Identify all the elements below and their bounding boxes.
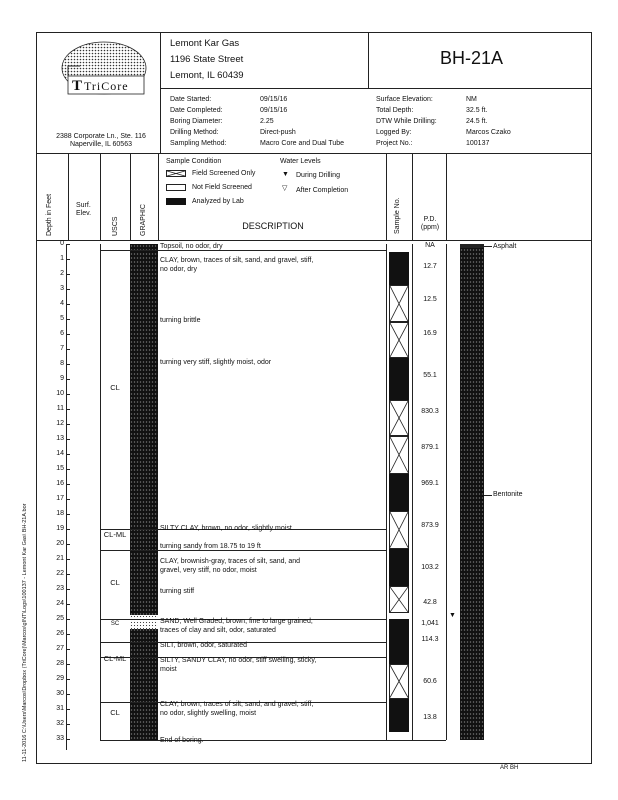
column-description: DESCRIPTION bbox=[242, 221, 304, 231]
depth-label: 21 bbox=[56, 555, 64, 562]
depth-label: 31 bbox=[56, 705, 64, 712]
depth-label: 29 bbox=[56, 675, 64, 682]
svg-text:T: T bbox=[72, 78, 83, 94]
header-bottom-line bbox=[36, 153, 592, 154]
sample-lab bbox=[389, 252, 409, 285]
column-surf-elev: Surf. Elev. bbox=[76, 202, 92, 217]
depth-tick bbox=[66, 319, 70, 320]
detail-label: Boring Diameter: bbox=[170, 118, 223, 125]
depth-label: 25 bbox=[56, 615, 64, 622]
legend-lab-symbol bbox=[166, 198, 186, 205]
depth-tick bbox=[66, 514, 70, 515]
description-line: turning sandy from 18.75 to 19 ft bbox=[160, 543, 261, 550]
company-logo bbox=[58, 40, 150, 102]
col-vline bbox=[446, 153, 447, 240]
detail-value: 100137 bbox=[466, 140, 490, 147]
depth-tick bbox=[66, 589, 70, 590]
depth-label: 10 bbox=[56, 390, 64, 397]
detail-value: 24.5 ft. bbox=[466, 118, 488, 125]
legend-water-title: Water Levels bbox=[280, 158, 321, 165]
detail-label: DTW While Drilling: bbox=[376, 118, 437, 125]
sample-lab bbox=[389, 358, 409, 400]
depth-label: 32 bbox=[56, 720, 64, 727]
col-vline bbox=[130, 153, 131, 240]
uscs-label: CL bbox=[110, 382, 120, 392]
boring-id: BH-21A bbox=[440, 48, 504, 68]
depth-tick bbox=[66, 454, 70, 455]
file-path-note: 11-11-2016 C:\Users\Marcos\Dropbox (TriCore)\Marcos\gINT\Logs\100137 - Lemont Kar Gas\ BH-21A.bor bbox=[22, 503, 28, 762]
strata-boundary bbox=[100, 250, 386, 251]
description-line: CLAY, brown, traces of silt, sand, and gravel, stiff, bbox=[160, 700, 314, 708]
body-bottom-line bbox=[100, 740, 446, 741]
col-vline bbox=[386, 153, 387, 240]
sample-lab bbox=[389, 619, 409, 631]
depth-label: 9 bbox=[60, 375, 64, 382]
column-graphic: GRAPHIC bbox=[140, 204, 147, 236]
sample-field-screened bbox=[389, 511, 409, 549]
column-sample-no: Sample No. bbox=[394, 197, 401, 234]
depth-label: 30 bbox=[56, 690, 64, 697]
company-logo-text: TriCore bbox=[84, 79, 129, 93]
description-line: traces of clay and silt, odor, saturated bbox=[160, 627, 276, 634]
depth-label: 5 bbox=[60, 315, 64, 322]
depth-tick bbox=[66, 574, 70, 575]
depth-label: 12 bbox=[56, 420, 64, 427]
water-level-icon: ▼ bbox=[449, 612, 456, 619]
depth-label: 26 bbox=[56, 630, 64, 637]
description-line: SILTY CLAY, brown, no odor, slightly moist bbox=[160, 525, 292, 532]
pid-value: 16.9 bbox=[423, 330, 437, 337]
legend-sample-item-2: Not Field Screened bbox=[192, 184, 252, 191]
sample-x-mark bbox=[390, 665, 408, 698]
legend-sample-item-1: Field Screened Only bbox=[192, 170, 256, 177]
sample-lab bbox=[389, 631, 409, 664]
sample-x-mark bbox=[390, 437, 408, 473]
pid-value: 879.1 bbox=[421, 444, 439, 451]
depth-tick bbox=[66, 409, 70, 410]
body-vline bbox=[446, 244, 447, 740]
uscs-label: SC bbox=[110, 620, 120, 627]
depth-tick bbox=[66, 469, 70, 470]
legend-sample-item-3: Analyzed by Lab bbox=[192, 198, 244, 205]
detail-label: Project No.: bbox=[376, 140, 413, 147]
body-vline bbox=[412, 244, 413, 740]
depth-tick bbox=[66, 694, 70, 695]
description-line: SILT, brown, odor, saturated bbox=[160, 642, 248, 649]
sample-x-mark bbox=[390, 401, 408, 435]
uscs-label: CL bbox=[110, 577, 120, 587]
sample-field-screened bbox=[389, 586, 409, 613]
depth-tick bbox=[66, 649, 70, 650]
graphic-column bbox=[130, 244, 158, 740]
sample-field-screened bbox=[389, 400, 409, 436]
depth-tick bbox=[66, 424, 70, 425]
pid-value: 55.1 bbox=[423, 372, 437, 379]
depth-tick bbox=[66, 349, 70, 350]
well-leader-asphalt bbox=[484, 246, 492, 247]
legend-field-screened-symbol bbox=[166, 170, 186, 177]
depth-label: 4 bbox=[60, 300, 64, 307]
depth-label: 6 bbox=[60, 330, 64, 337]
pid-value: 12.7 bbox=[423, 262, 437, 270]
description-line: no odor, dry bbox=[160, 265, 197, 273]
detail-label: Date Started: bbox=[170, 96, 212, 103]
depth-label: 1 bbox=[60, 255, 64, 262]
sample-x-mark bbox=[390, 323, 408, 357]
project-city: Lemont, IL 60439 bbox=[170, 70, 244, 81]
pid-value: 114.3 bbox=[421, 636, 439, 643]
depth-tick bbox=[66, 499, 70, 500]
depth-label: 2 bbox=[60, 270, 64, 277]
pid-value: 873.9 bbox=[421, 522, 439, 529]
detail-value: Direct-push bbox=[260, 129, 296, 136]
detail-label: Date Completed: bbox=[170, 107, 223, 114]
detail-label: Drilling Method: bbox=[170, 129, 219, 136]
description-line: SILTY, SANDY CLAY, no odor, stiff swelling, sticky, bbox=[160, 657, 317, 664]
well-leader-bentonite bbox=[484, 495, 492, 496]
depth-label: 7 bbox=[60, 345, 64, 352]
description-line: End of boring. bbox=[160, 736, 204, 744]
depth-label: 16 bbox=[56, 480, 64, 487]
depth-label: 33 bbox=[56, 735, 64, 742]
project-street: 1196 State Street bbox=[170, 54, 244, 65]
detail-value: 32.5 ft. bbox=[466, 107, 488, 114]
depth-label: 13 bbox=[56, 435, 64, 442]
description-line: CLAY, brown, traces of silt, sand, and gravel, stiff, bbox=[160, 256, 314, 264]
depth-tick bbox=[66, 634, 70, 635]
description-line: turning brittle bbox=[160, 316, 201, 324]
pid-value: NA bbox=[425, 241, 435, 249]
depth-label: 3 bbox=[60, 285, 64, 292]
depth-tick bbox=[66, 664, 70, 665]
detail-label: Sampling Method: bbox=[170, 140, 227, 147]
depth-tick bbox=[66, 439, 70, 440]
company-address-1: 2388 Corporate Ln., Ste. 116 bbox=[56, 133, 146, 140]
depth-label: 28 bbox=[56, 660, 64, 667]
pid-value: 12.5 bbox=[423, 295, 437, 303]
uscs-label: CL-ML bbox=[103, 529, 127, 539]
header-divider bbox=[160, 88, 592, 89]
pid-value: 969.1 bbox=[421, 480, 439, 487]
depth-tick bbox=[66, 679, 70, 680]
sample-field-screened bbox=[389, 285, 409, 323]
legend-sample-title: Sample Condition bbox=[166, 158, 222, 165]
depth-tick bbox=[66, 544, 70, 545]
column-header-line bbox=[36, 240, 592, 241]
depth-label: 18 bbox=[56, 510, 64, 517]
description-line: SAND, Well Graded, brown, fine to large grained, bbox=[160, 618, 313, 625]
sample-x-mark bbox=[390, 512, 408, 548]
depth-tick bbox=[66, 364, 70, 365]
sample-x-mark bbox=[390, 587, 408, 612]
depth-tick bbox=[66, 244, 70, 245]
header-vline bbox=[160, 32, 161, 153]
detail-value: NM bbox=[466, 96, 477, 103]
description-line: no odor, slightly swelling, moist bbox=[160, 709, 257, 717]
depth-tick bbox=[66, 379, 70, 380]
depth-tick bbox=[66, 259, 70, 260]
footer-mark: AR BH bbox=[500, 765, 519, 771]
body-vline bbox=[386, 244, 387, 740]
depth-label: 24 bbox=[56, 600, 64, 607]
well-bentonite bbox=[460, 248, 484, 740]
uscs-label: CL-ML bbox=[103, 654, 127, 663]
col-vline bbox=[412, 153, 413, 240]
depth-tick bbox=[66, 724, 70, 725]
depth-tick bbox=[66, 304, 70, 305]
detail-label: Logged By: bbox=[376, 129, 412, 136]
sample-x-mark bbox=[390, 286, 408, 322]
well-bentonite-label: Bentonite bbox=[493, 491, 523, 498]
depth-label: 15 bbox=[56, 465, 64, 472]
pid-value: 1,041 bbox=[421, 619, 439, 627]
column-pid: P.D. (ppm) bbox=[420, 216, 440, 231]
detail-label: Surface Elevation: bbox=[376, 96, 433, 103]
detail-label: Total Depth: bbox=[376, 107, 414, 114]
sample-lab bbox=[389, 549, 409, 587]
depth-label: 19 bbox=[56, 525, 64, 532]
depth-tick bbox=[66, 529, 70, 530]
pid-value: 42.8 bbox=[423, 598, 437, 606]
col-vline bbox=[68, 153, 69, 240]
depth-tick bbox=[66, 289, 70, 290]
detail-value: Macro Core and Dual Tube bbox=[260, 140, 345, 147]
depth-label: 8 bbox=[60, 360, 64, 367]
pid-value: 13.8 bbox=[423, 714, 437, 721]
depth-tick bbox=[66, 484, 70, 485]
depth-label: 14 bbox=[56, 450, 64, 457]
depth-label: 23 bbox=[56, 585, 64, 592]
detail-value: 09/15/16 bbox=[260, 107, 288, 114]
depth-tick bbox=[66, 394, 70, 395]
company-address-2: Naperville, IL 60563 bbox=[69, 141, 132, 148]
project-name: Lemont Kar Gas bbox=[170, 38, 240, 49]
description-line: moist bbox=[160, 666, 177, 673]
detail-value: 2.25 bbox=[260, 118, 274, 125]
description-line: turning stiff bbox=[160, 588, 195, 595]
sample-field-screened bbox=[389, 436, 409, 474]
pid-value: 830.3 bbox=[421, 408, 439, 415]
sample-field-screened bbox=[389, 664, 409, 699]
column-depth: Depth in Feet bbox=[46, 193, 53, 236]
detail-value: Marcos Czako bbox=[466, 129, 511, 136]
pid-value: 60.6 bbox=[423, 678, 437, 685]
description-line: turning very stiff, slightly moist, odor bbox=[160, 358, 272, 366]
depth-label: 22 bbox=[56, 570, 64, 577]
well-asphalt-label: Asphalt bbox=[493, 243, 517, 250]
sample-field-screened bbox=[389, 322, 409, 358]
depth-tick bbox=[66, 604, 70, 605]
legend-water-item-2: After Completion bbox=[296, 187, 349, 194]
col-vline bbox=[100, 153, 101, 240]
col-vline bbox=[158, 153, 159, 240]
depth-tick bbox=[66, 739, 70, 740]
uscs-label: CL bbox=[110, 708, 120, 717]
depth-label: 20 bbox=[56, 540, 64, 547]
header-vline-2 bbox=[368, 32, 369, 88]
column-uscs: USCS bbox=[112, 216, 119, 236]
depth-tick bbox=[66, 274, 70, 275]
graphic-sand-layer bbox=[130, 615, 158, 629]
depth-tick bbox=[66, 334, 70, 335]
triangle-down-outline-icon: ▽ bbox=[282, 185, 288, 192]
depth-label: 27 bbox=[56, 645, 64, 652]
description-line: gravel, very stiff, no odor, moist bbox=[160, 567, 257, 574]
depth-label: 11 bbox=[56, 405, 64, 412]
legend-not-screened-symbol bbox=[166, 184, 186, 191]
sample-lab bbox=[389, 699, 409, 732]
depth-label: 0 bbox=[60, 240, 64, 247]
detail-value: 09/15/16 bbox=[260, 96, 288, 103]
pid-value: 103.2 bbox=[421, 564, 439, 571]
description-line: CLAY, brownish-gray, traces of silt, sand, and bbox=[160, 558, 301, 565]
depth-tick bbox=[66, 619, 70, 620]
depth-tick bbox=[66, 559, 70, 560]
description-line: Topsoil, no odor, dry bbox=[160, 243, 223, 250]
body-vline bbox=[100, 244, 101, 740]
sample-lab bbox=[389, 474, 409, 512]
triangle-down-filled-icon: ▼ bbox=[282, 171, 289, 178]
legend-water-item-1: During Drilling bbox=[296, 172, 340, 179]
depth-tick bbox=[66, 709, 70, 710]
depth-label: 17 bbox=[56, 495, 64, 502]
